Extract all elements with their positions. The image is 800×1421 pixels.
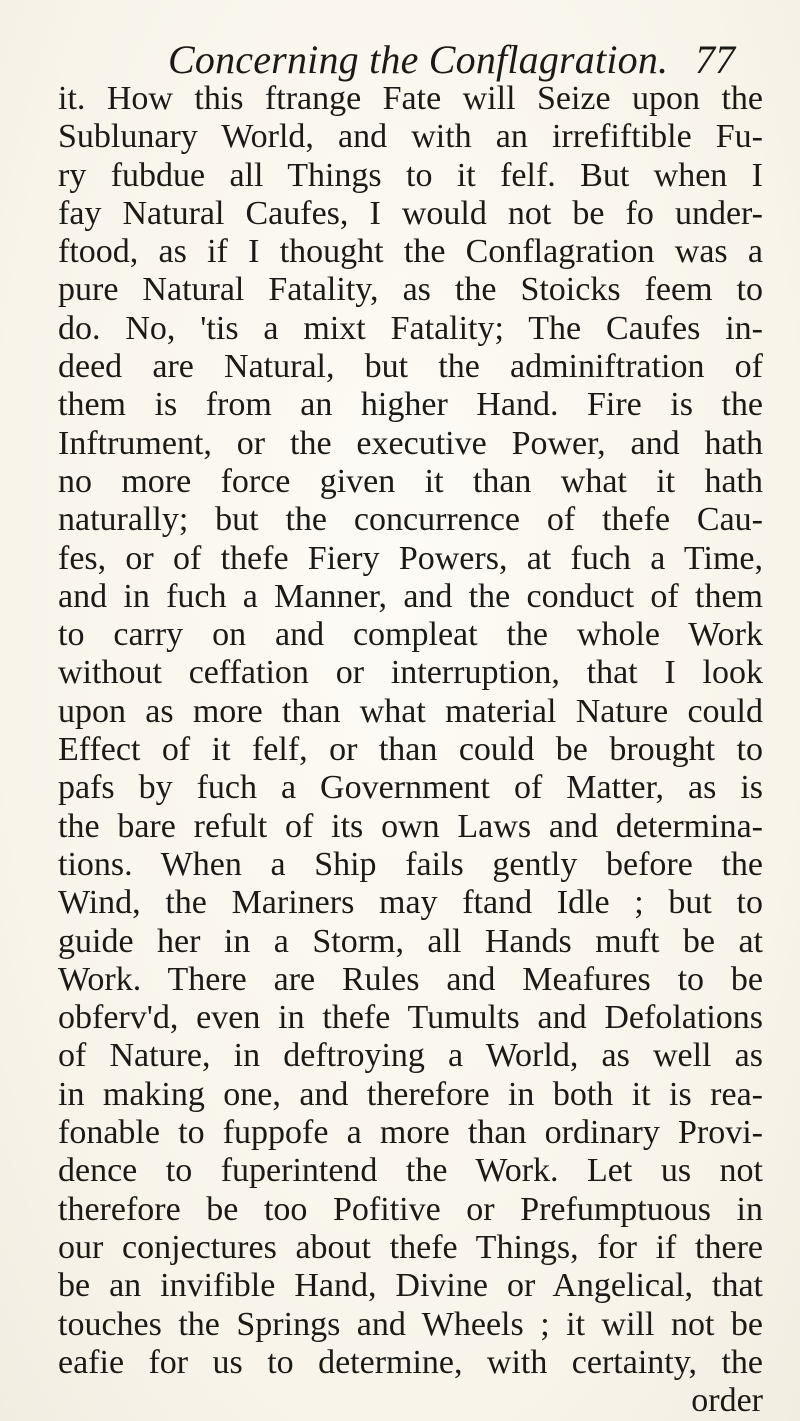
text-line: guide her in a Storm, all Hands muft be at: [58, 922, 763, 960]
text-line: the bare refult of its own Laws and determina-: [58, 807, 763, 845]
page-header: [0, 28, 800, 88]
text-line: therefore be too Pofitive or Prefumptuous in: [58, 1190, 763, 1228]
text-line: in making one, and therefore in both it is rea-: [58, 1075, 763, 1113]
text-line: be an invifible Hand, Divine or Angelical, that: [58, 1267, 763, 1305]
text-line: fay Natural Caufes, I would not be fo under-: [58, 194, 763, 232]
text-line: tions. When a Ship fails gently before the: [58, 845, 763, 883]
text-line: Sublunary World, and with an irrefiftible Fu-: [58, 118, 763, 156]
text-line: to carry on and compleat the whole Work: [58, 616, 763, 654]
text-line: and in fuch a Manner, and the conduct of them: [58, 577, 763, 615]
body-text: [58, 80, 763, 1420]
text-line: deed are Natural, but the adminiftration of: [58, 348, 763, 386]
text-line: Work. There are Rules and Meafures to be: [58, 960, 763, 998]
text-line: of Nature, in deftroying a World, as well as: [58, 1037, 763, 1075]
text-line: obferv'd, even in thefe Tumults and Defolations: [58, 999, 763, 1037]
text-line: our conjectures about thefe Things, for if there: [58, 1228, 763, 1266]
text-line: naturally; but the concurrence of thefe Cau-: [58, 501, 763, 539]
text-line: ry fubdue all Things to it felf. But when I: [58, 156, 763, 194]
text-line: Wind, the Mariners may ftand Idle ; but to: [58, 884, 763, 922]
text-line: without ceffation or interruption, that I look: [58, 654, 763, 692]
text-line: Effect of it felf, or than could be brought to: [58, 731, 763, 769]
running-head: Concerning the Conflagration.: [168, 37, 669, 82]
text-line: pure Natural Fatality, as the Stoicks feem to: [58, 271, 763, 309]
text-line: eafie for us to determine, with certainty, the: [58, 1343, 763, 1381]
text-line: pafs by fuch a Government of Matter, as is: [58, 769, 763, 807]
catchword: order: [691, 1382, 763, 1420]
text-line: them is from an higher Hand. Fire is the: [58, 386, 763, 424]
text-line: ftood, as if I thought the Conflagration was a: [58, 233, 763, 271]
text-line: no more force given it than what it hath: [58, 462, 763, 500]
text-line: fes, or of thefe Fiery Powers, at fuch a Time,: [58, 539, 763, 577]
text-line: do. No, 'tis a mixt Fatality; The Caufes in-: [58, 309, 763, 347]
page-number: 77: [695, 37, 735, 82]
text-line: touches the Springs and Wheels ; it will not be: [58, 1305, 763, 1343]
text-line: it. How this ftrange Fate will Seize upon the: [58, 80, 763, 117]
text-line: upon as more than what material Nature could: [58, 692, 763, 730]
text-line: fonable to fuppofe a more than ordinary Provi-: [58, 1114, 763, 1152]
text-line: Inftrument, or the executive Power, and hath: [58, 424, 763, 462]
text-line: dence to fuperintend the Work. Let us not: [58, 1152, 763, 1190]
